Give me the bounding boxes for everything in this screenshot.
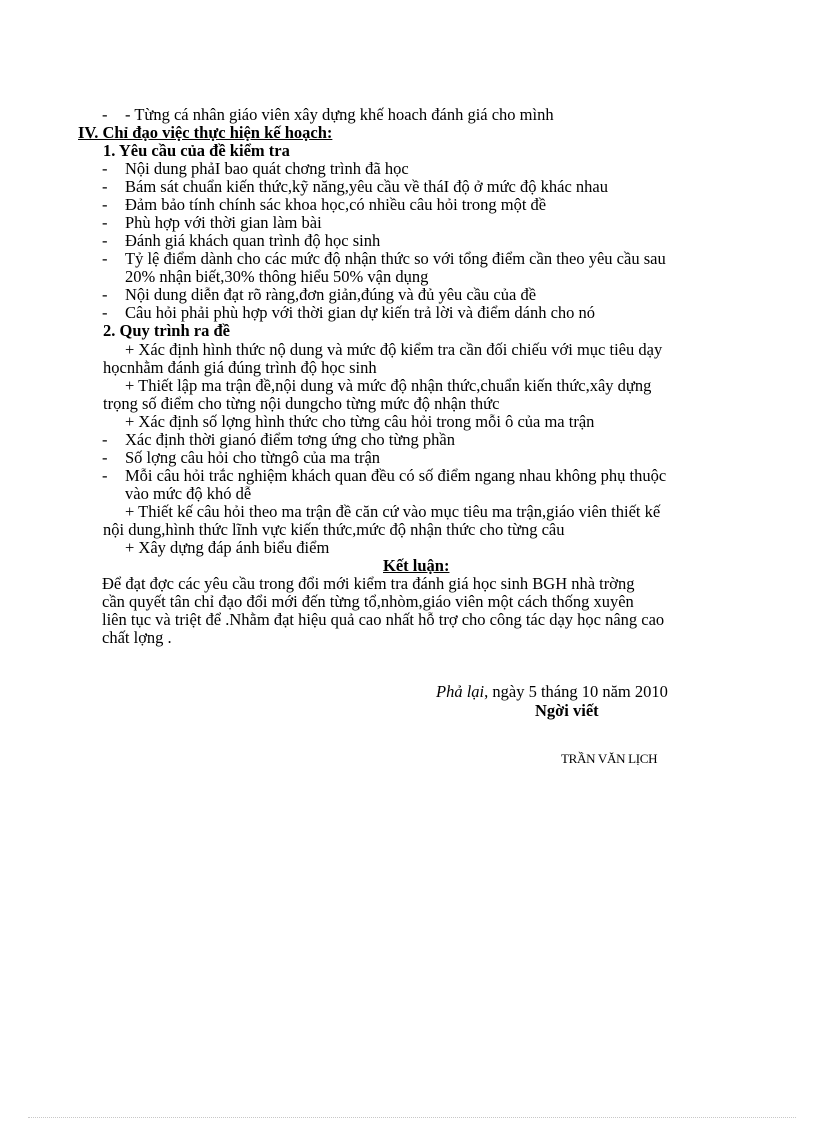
author-name: TRẦN VĂN LỊCH — [561, 751, 658, 766]
writer-label: Ngời viết — [535, 701, 599, 720]
paragraph-line: nội dung,hình thức lĩnh vực kiến thức,mức độ nhận thức cho từng câu — [103, 520, 565, 539]
bullet-dash: - — [102, 285, 108, 304]
list-item: Nội dung diễn đạt rõ ràng,đơn giản,đúng và đủ yêu cầu của đề — [125, 285, 537, 304]
paragraph-line: + Thiết lập ma trận đề,nội dung và mức độ nhận thức,chuẩn kiến thức,xây dựng — [125, 376, 652, 395]
list-item: Xác định thời gianó điểm tơng ứng cho từng phần — [125, 430, 455, 449]
list-item: Đảm bảo tính chính sác khoa học,có nhiều câu hỏi trong một đề — [125, 195, 547, 214]
paragraph-line: + Thiết kế câu hỏi theo ma trận đề căn cứ vào mục tiêu ma trận,giáo viên thiết kế — [125, 502, 661, 521]
paragraph-line: + Xác định số lợng hình thức cho từng câu hỏi trong mỗi ô của ma trận — [125, 412, 595, 431]
bullet-dash: - — [102, 177, 108, 196]
date-line — [436, 683, 668, 701]
place-name: Phả lại — [436, 682, 485, 701]
list-item-continuation: vào mức độ khó dễ — [125, 484, 252, 503]
list-item: Câu hỏi phải phù hợp với thời gian dự kiến trả lời và điểm dánh cho nó — [125, 303, 596, 322]
list-item: Đánh giá khách quan trình độ học sinh — [125, 231, 381, 250]
bullet-dash: - — [102, 105, 108, 124]
conclusion-line: Để đạt đợc các yêu cầu trong đổi mới kiểm tra đánh giá học sinh BGH nhà trờng — [102, 574, 635, 593]
bullet-dash: - — [102, 159, 108, 178]
paragraph-line: + Xác định hình thức nộ dung và mức độ kiểm tra cần đối chiếu với mục tiêu dạy — [125, 340, 663, 359]
paragraph-line: họcnhằm đánh giá đúng trình độ học sinh — [103, 358, 377, 377]
subsection-heading: 2. Quy trình ra đề — [103, 321, 230, 340]
bullet-dash: - — [102, 430, 108, 449]
subsection-heading: 1. Yêu cầu của đề kiểm tra — [103, 141, 290, 160]
list-item: Phù hợp với thời gian làm bài — [125, 213, 322, 232]
section-heading: IV. Chỉ đạo việc thực hiện kế hoạch: — [78, 123, 333, 142]
page-bottom-border — [28, 1117, 796, 1118]
bullet-dash: - — [102, 303, 108, 322]
bullet-dash: - — [102, 231, 108, 250]
conclusion-line: liên tục và triệt để .Nhằm đạt hiệu quả cao nhất hỗ trợ cho công tác dạy học nâng cao — [102, 610, 665, 629]
list-item: Bám sát chuẩn kiến thức,kỹ năng,yêu cầu về tháI độ ở mức độ khác nhau — [125, 177, 608, 196]
bullet-dash: - — [102, 213, 108, 232]
bullet-dash: - — [102, 249, 108, 268]
bullet-dash: - — [102, 448, 108, 467]
list-item: Nội dung phảI bao quát chơng trình đã học — [125, 159, 409, 178]
conclusion-heading: Kết luận: — [383, 556, 450, 575]
list-item: Số lợng câu hỏi cho từngô của ma trận — [125, 448, 381, 467]
list-item: Tỷ lệ điểm dành cho các mức độ nhận thức so với tổng điểm cần theo yêu cầu sau — [125, 249, 666, 268]
paragraph-line: + Xây dựng đáp ánh biểu điểm — [125, 538, 330, 557]
paragraph-line: trọng số điểm cho từng nội dungcho từng mức độ nhận thức — [103, 394, 500, 413]
bullet-dash: - — [102, 195, 108, 214]
bullet-dash: - — [102, 466, 108, 485]
list-item-continuation: 20% nhận biết,30% thông hiểu 50% vận dụng — [125, 267, 429, 286]
conclusion-line: cần quyết tân chỉ đạo đổi mới đến từng tổ,nhòm,giáo viên một cách thống xuyên — [102, 592, 634, 611]
date-text: , ngày 5 tháng 10 năm 2010 — [484, 682, 668, 701]
list-item: Mỗi câu hỏi trắc nghiệm khách quan đều có số điểm ngang nhau không phụ thuộc — [125, 466, 667, 485]
text-line: - Từng cá nhân giáo viên xây dựng khế hoach đánh giá cho mình — [125, 105, 554, 124]
conclusion-line: chất lợng . — [102, 628, 172, 647]
